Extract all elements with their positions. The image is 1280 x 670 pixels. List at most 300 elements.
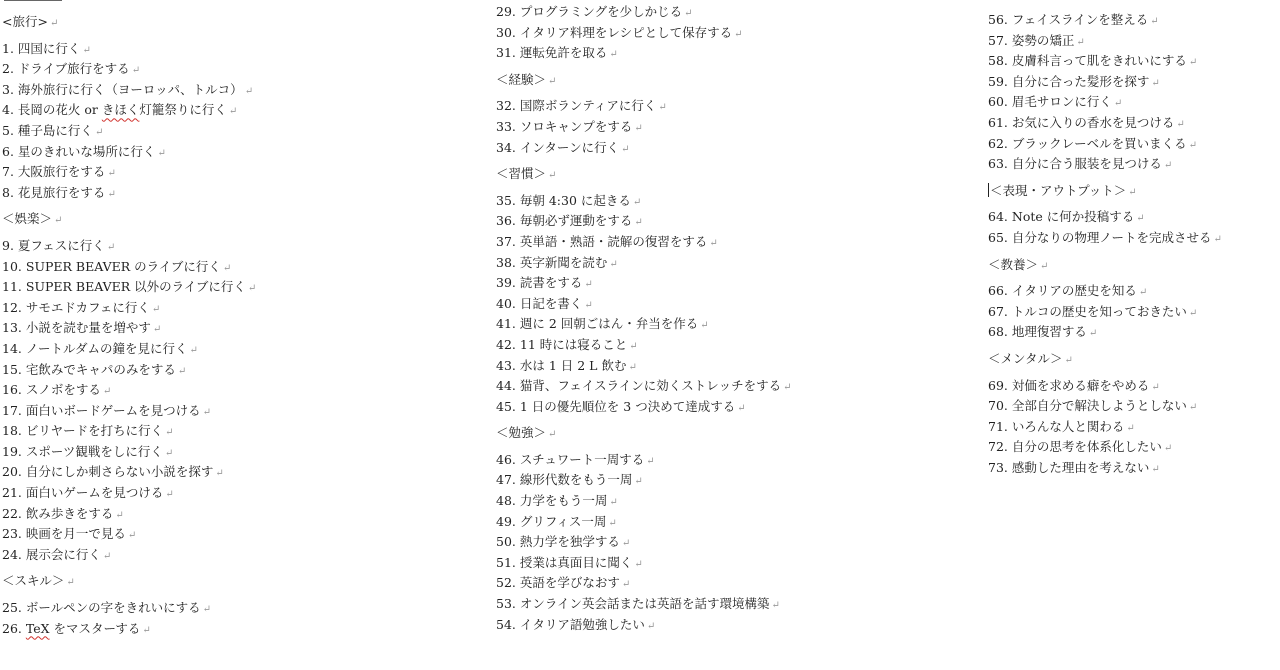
paragraph-mark: ↵	[609, 497, 618, 509]
item-text: TeX をマスターする	[25, 620, 141, 636]
section-heading-fun: ＜娯楽＞ ↵	[2, 211, 63, 227]
paragraph-mark: ↵	[609, 258, 618, 270]
paragraph-mark: ↵	[634, 217, 643, 229]
paragraph-mark: ↵	[646, 455, 655, 467]
list-item	[2, 619, 442, 640]
paragraph-mark: ↵	[632, 196, 642, 208]
item-number: 49.	[496, 513, 516, 529]
item-text: 海外旅行に行く（ヨーロッパ、トルコ）	[17, 81, 243, 97]
item-text: 線形代数をもう一周	[519, 472, 633, 488]
list-item	[988, 113, 1278, 134]
paragraph-mark: ↵	[621, 538, 631, 550]
list-fun	[2, 236, 442, 566]
paragraph-mark: ↵	[1188, 57, 1198, 69]
list-experience	[496, 96, 966, 158]
list-item	[496, 491, 966, 512]
list-item	[496, 573, 966, 594]
paragraph-mark: ↵	[609, 49, 618, 61]
list-item	[2, 318, 442, 339]
item-number: 71.	[988, 418, 1008, 434]
item-text: 1 日の優先順位を 3 つ決めて達成する	[519, 398, 736, 414]
item-number: 69.	[988, 377, 1008, 393]
list-beauty	[988, 10, 1278, 175]
paragraph-mark: ↵	[247, 283, 257, 295]
top-rule	[4, 0, 62, 1]
list-item	[496, 356, 966, 377]
item-number: 34.	[496, 139, 516, 155]
list-item	[988, 228, 1278, 249]
item-text: ノートルダムの鐘を見に行く	[25, 340, 188, 356]
section-heading-skill: ＜スキル＞ ↵	[2, 573, 75, 589]
item-text: 対価を求める癖をやめる	[1011, 377, 1150, 393]
item-text: 大阪旅行をする	[17, 164, 106, 180]
item-number: 16.	[2, 382, 22, 398]
list-item	[2, 339, 442, 360]
paragraph-mark: ↵	[222, 262, 232, 274]
list-item	[2, 380, 442, 401]
list-item	[2, 59, 442, 80]
item-number: 30.	[496, 24, 516, 40]
item-text: トルコの歴史を知っておきたい	[1011, 303, 1187, 319]
item-text: イタリア料理をレシピとして保存する	[519, 24, 733, 40]
paragraph-mark: ↵	[1188, 402, 1198, 414]
paragraph-mark: ↵	[1136, 213, 1145, 225]
list-item	[988, 281, 1278, 302]
spellcheck-underline: きほく	[101, 102, 140, 118]
list-item	[496, 532, 966, 553]
item-text: 小説を読む量を増やす	[25, 320, 151, 336]
item-number: 58.	[988, 53, 1008, 69]
item-text: SUPER BEAVER のライブに行く	[25, 258, 221, 274]
item-number: 18.	[2, 423, 22, 439]
list-item	[988, 10, 1278, 31]
column-2	[496, 2, 966, 635]
item-text: スノボをする	[25, 382, 101, 398]
item-number: 21.	[2, 485, 22, 501]
column-1	[2, 12, 442, 639]
list-item	[2, 598, 442, 619]
paragraph-mark: ↵	[177, 365, 187, 377]
list-item	[496, 594, 966, 615]
paragraph-mark: ↵	[1188, 139, 1198, 151]
item-text: 星のきれいな場所に行く	[17, 143, 156, 159]
list-item	[988, 31, 1278, 52]
paragraph-mark: ↵	[82, 44, 91, 56]
list-item	[496, 96, 966, 117]
paragraph-mark: ↵	[244, 85, 254, 97]
item-number: 32.	[496, 98, 516, 114]
item-number: 35.	[496, 192, 516, 208]
item-number: 73.	[988, 459, 1008, 475]
item-text: 全部自分で解決しようとしない	[1011, 398, 1187, 414]
paragraph-mark: ↵	[164, 447, 174, 459]
paragraph-mark: ↵	[1151, 463, 1160, 475]
list-item	[988, 72, 1278, 93]
item-number: 63.	[988, 156, 1008, 172]
item-number: 61.	[988, 114, 1008, 130]
item-number: 33.	[496, 118, 516, 134]
item-text: 水は 1 日 2 L 飲む	[519, 357, 627, 373]
section-heading-mental: ＜メンタル＞ ↵	[988, 350, 1073, 366]
paragraph-mark: ↵	[127, 530, 137, 542]
paragraph-mark: ↵	[157, 147, 166, 159]
item-text: スチュワート一周する	[519, 451, 645, 467]
item-text: 展示会に行く	[25, 546, 101, 562]
list-item	[988, 207, 1278, 228]
list-item	[496, 23, 966, 44]
item-number: 37.	[496, 233, 516, 249]
list-item	[496, 450, 966, 471]
list-skill	[2, 598, 442, 639]
item-text: ブラックレーベルを買いまくる	[1011, 135, 1187, 151]
item-number: 22.	[2, 505, 22, 521]
paragraph-mark: ↵	[634, 476, 643, 488]
list-item	[988, 437, 1278, 458]
item-number: 45.	[496, 398, 516, 414]
item-number: 60.	[988, 94, 1008, 110]
list-item	[2, 483, 442, 504]
paragraph-mark: ↵	[202, 406, 212, 418]
paragraph-mark: ↵	[215, 468, 224, 480]
item-text: 種子島に行く	[17, 122, 93, 138]
item-text: 宅飲みでキャパのみをする	[25, 361, 176, 377]
item-number: 11.	[2, 279, 22, 295]
item-text: オンライン英会話または英語を話す環境構築	[519, 596, 770, 612]
item-number: 62.	[988, 135, 1008, 151]
item-text: ボールペンの字をきれいにする	[25, 600, 201, 616]
paragraph-mark: ↵	[165, 427, 174, 439]
paragraph-mark: ↵	[1188, 307, 1198, 319]
item-number: 23.	[2, 526, 22, 542]
item-text: 自分に合う服装を見つける	[1011, 156, 1162, 172]
list-travel	[2, 39, 442, 204]
list-item	[988, 322, 1278, 343]
item-number: 72.	[988, 439, 1008, 455]
list-culture	[988, 281, 1278, 343]
item-text: イタリア語勉強したい	[519, 616, 645, 632]
item-text: いろんな人と関わる	[1011, 418, 1125, 434]
list-output	[988, 207, 1278, 248]
item-text: スポーツ観戦をしに行く	[25, 443, 163, 459]
item-number: 29.	[496, 4, 516, 19]
paragraph-mark: ↵	[94, 126, 104, 138]
list-item	[496, 138, 966, 159]
item-number: 2.	[2, 61, 14, 77]
item-text: インターンに行く	[519, 139, 620, 155]
item-text: 11 時には寝ること	[519, 336, 628, 352]
list-item	[496, 253, 966, 274]
list-skill-continued	[496, 2, 966, 64]
item-number: 36.	[496, 213, 516, 229]
paragraph-mark: ↵	[1088, 328, 1098, 340]
item-text: 読書をする	[519, 275, 583, 291]
item-number: 57.	[988, 32, 1008, 48]
item-number: 50.	[496, 534, 516, 550]
section-heading-study: ＜勉強＞ ↵	[496, 425, 557, 441]
list-item	[496, 191, 966, 212]
list-item	[496, 314, 966, 335]
list-item	[2, 257, 442, 278]
paragraph-mark: ↵	[202, 604, 212, 616]
list-study	[496, 450, 966, 635]
list-item	[496, 117, 966, 138]
paragraph-mark: ↵	[783, 382, 792, 394]
paragraph-mark: ↵	[737, 402, 746, 414]
item-number: 6.	[2, 143, 14, 159]
item-number: 12.	[2, 299, 22, 315]
section-heading-output: ＜表現・アウトプット＞ ↵	[990, 182, 1137, 198]
item-number: 13.	[2, 320, 22, 336]
item-text: 自分なりの物理ノートを完成させる	[1011, 229, 1212, 245]
item-number: 68.	[988, 324, 1008, 340]
list-item	[2, 100, 442, 121]
item-number: 52.	[496, 575, 516, 591]
item-text: ドライブ旅行をする	[17, 61, 130, 77]
paragraph-mark: ↵	[1163, 160, 1173, 172]
item-text: 自分にしか刺さらない小説を探す	[25, 464, 214, 480]
paragraph-mark: ↵	[189, 344, 198, 356]
item-number: 43.	[496, 357, 516, 373]
list-item	[2, 360, 442, 381]
paragraph-mark: ↵	[1151, 381, 1160, 393]
list-item	[2, 462, 442, 483]
list-item	[496, 2, 966, 23]
paragraph-mark: ↵	[584, 279, 593, 291]
list-item	[2, 236, 442, 257]
item-text: 映画を月一で見る	[25, 526, 126, 542]
item-number: 9.	[2, 237, 14, 253]
item-text: SUPER BEAVER 以外のライブに行く	[25, 279, 246, 295]
paragraph-mark: ↵	[684, 8, 693, 19]
list-item	[496, 376, 966, 397]
list-item	[496, 43, 966, 64]
paragraph-mark: ↵	[1151, 77, 1160, 89]
list-item	[988, 134, 1278, 155]
item-text: 飲み歩きをする	[25, 505, 114, 521]
item-text: 運転免許を取る	[519, 45, 608, 61]
list-item	[2, 121, 442, 142]
item-number: 56.	[988, 12, 1008, 27]
item-number: 66.	[988, 283, 1008, 299]
list-item	[2, 545, 442, 566]
item-number: 14.	[2, 340, 22, 356]
list-mental	[988, 376, 1278, 479]
paragraph-mark: ↵	[1176, 118, 1185, 130]
paragraph-mark: ↵	[646, 620, 656, 632]
item-text: 地理復習する	[1011, 324, 1087, 340]
item-number: 59.	[988, 73, 1008, 89]
item-text: 毎朝 4:30 に起きる	[519, 192, 631, 208]
item-text: お気に入りの香水を見つける	[1011, 114, 1175, 130]
item-text: 熱力学を独学する	[519, 534, 620, 550]
item-number: 46.	[496, 451, 516, 467]
item-number: 3.	[2, 81, 14, 97]
paragraph-mark: ↵	[1113, 98, 1123, 110]
item-text: 姿勢の矯正	[1011, 32, 1075, 48]
paragraph-mark: ↵	[1138, 287, 1148, 299]
list-item	[988, 396, 1278, 417]
item-text: 授業は真面目に聞く	[519, 554, 633, 570]
paragraph-mark: ↵	[629, 340, 638, 352]
paragraph-mark: ↵	[1163, 443, 1173, 455]
list-item	[496, 553, 966, 574]
item-number: 38.	[496, 254, 516, 270]
item-number: 65.	[988, 229, 1008, 245]
item-text: サモエドカフェに行く	[25, 299, 150, 315]
item-number: 47.	[496, 472, 516, 488]
paragraph-mark: ↵	[628, 361, 637, 373]
paragraph-mark: ↵	[102, 386, 112, 398]
paragraph-mark: ↵	[102, 550, 112, 562]
list-item	[496, 273, 966, 294]
item-number: 15.	[2, 361, 22, 377]
paragraph-mark: ↵	[115, 509, 124, 521]
item-number: 51.	[496, 554, 516, 570]
section-heading-culture: ＜教養＞ ↵	[988, 256, 1049, 272]
item-text: 国際ボランティアに行く	[519, 98, 657, 114]
item-number: 67.	[988, 303, 1008, 319]
paragraph-mark: ↵	[771, 600, 780, 612]
item-text: 力学をもう一周	[519, 493, 608, 509]
list-item	[496, 470, 966, 491]
paragraph-mark: ↵	[1126, 422, 1135, 434]
paragraph-mark: ↵	[1213, 233, 1222, 245]
paragraph-mark: ↵	[634, 122, 643, 134]
item-number: 64.	[988, 209, 1008, 225]
item-number: 7.	[2, 164, 14, 180]
item-text: 面白いゲームを見つける	[25, 485, 164, 501]
list-item	[496, 232, 966, 253]
paragraph-mark: ↵	[658, 102, 667, 114]
list-item	[2, 504, 442, 525]
list-item	[496, 512, 966, 533]
paragraph-mark: ↵	[734, 28, 743, 40]
list-item	[988, 458, 1278, 479]
item-text: 面白いボードゲームを見つける	[25, 402, 201, 418]
column-3	[988, 10, 1278, 478]
list-item	[988, 92, 1278, 113]
item-number: 39.	[496, 275, 516, 291]
list-item	[2, 524, 442, 545]
item-text: 英単語・熟語・読解の復習をする	[519, 233, 708, 249]
paragraph-mark: ↵	[106, 241, 116, 253]
paragraph-mark: ↵	[1076, 36, 1085, 48]
item-number: 10.	[2, 258, 22, 274]
list-item	[988, 302, 1278, 323]
item-text: イタリアの歴史を知る	[1011, 283, 1137, 299]
section-heading-travel: <旅行> ↵	[2, 14, 59, 29]
list-item	[496, 397, 966, 418]
item-number: 4.	[2, 102, 14, 118]
list-item	[2, 442, 442, 463]
list-item	[2, 162, 442, 183]
list-item	[496, 294, 966, 315]
list-item	[2, 39, 442, 60]
paragraph-mark: ↵	[151, 303, 161, 315]
paragraph-mark: ↵	[700, 320, 709, 332]
paragraph-mark: ↵	[608, 517, 617, 529]
list-item	[2, 401, 442, 422]
section-heading-experience: ＜経験＞ ↵	[496, 71, 557, 87]
item-text: フェイスラインを整える	[1011, 12, 1149, 27]
paragraph-mark: ↵	[107, 168, 116, 180]
item-number: 44.	[496, 378, 516, 394]
item-text: 眉毛サロンに行く	[1011, 94, 1112, 110]
item-number: 40.	[496, 295, 516, 311]
paragraph-mark: ↵	[142, 624, 151, 636]
item-text: 自分の思考を体系化したい	[1011, 439, 1162, 455]
list-item	[2, 183, 442, 204]
item-number: 54.	[496, 616, 516, 632]
text-cursor	[988, 183, 989, 197]
item-number: 5.	[2, 122, 14, 138]
paragraph-mark: ↵	[634, 558, 643, 570]
paragraph-mark: ↵	[228, 106, 238, 118]
item-text: グリフィス一周	[519, 513, 607, 529]
item-text: 皮膚科言って肌をきれいにする	[1011, 53, 1187, 69]
item-number: 1.	[2, 40, 14, 56]
list-item	[496, 335, 966, 356]
item-number: 41.	[496, 316, 516, 332]
paragraph-mark: ↵	[584, 299, 593, 311]
paragraph-mark: ↵	[621, 579, 631, 591]
list-item	[496, 615, 966, 636]
item-text: 花見旅行をする	[17, 184, 106, 200]
item-text: 週に 2 回朝ごはん・弁当を作る	[519, 316, 699, 332]
item-text: 英字新聞を読む	[519, 254, 608, 270]
item-text: プログラミングを少しかじる	[519, 4, 683, 19]
paragraph-mark: ↵	[709, 237, 718, 249]
item-number: 48.	[496, 493, 516, 509]
list-habit	[496, 191, 966, 418]
paragraph-mark: ↵	[107, 188, 116, 200]
item-number: 17.	[2, 402, 22, 418]
section-heading-habit: ＜習慣＞ ↵	[496, 166, 557, 182]
item-number: 20.	[2, 464, 22, 480]
item-number: 26.	[2, 620, 22, 636]
list-item	[2, 298, 442, 319]
item-number: 53.	[496, 596, 516, 612]
item-text: Note に何か投稿する	[1011, 209, 1135, 225]
item-text: 夏フェスに行く	[17, 237, 105, 253]
list-item	[988, 376, 1278, 397]
item-text: ビリヤードを打ちに行く	[25, 423, 164, 439]
item-number: 42.	[496, 336, 516, 352]
list-item	[988, 51, 1278, 72]
item-number: 19.	[2, 443, 22, 459]
item-text: 毎朝必ず運動をする	[519, 213, 633, 229]
item-text: 長岡の花火 or きほく灯籠祭りに行く	[17, 102, 227, 118]
list-item	[988, 417, 1278, 438]
paragraph-mark: ↵	[131, 65, 141, 77]
item-number: 8.	[2, 184, 14, 200]
item-text: 感動した理由を考えない	[1011, 459, 1150, 475]
item-text: 猫背、フェイスラインに効くストレッチをする	[519, 378, 782, 394]
item-text: 自分に合った髪形を探す	[1011, 73, 1150, 89]
paragraph-mark: ↵	[165, 489, 174, 501]
paragraph-mark: ↵	[621, 143, 630, 155]
spellcheck-underline: TeX	[25, 620, 50, 636]
item-number: 31.	[496, 45, 516, 61]
item-number: 70.	[988, 398, 1008, 414]
list-item	[988, 154, 1278, 175]
item-text: ソロキャンプをする	[519, 118, 633, 134]
list-item	[496, 211, 966, 232]
list-item	[2, 277, 442, 298]
item-text: 英語を学びなおす	[519, 575, 620, 591]
item-text: 日記を書く	[519, 295, 583, 311]
list-item	[2, 421, 442, 442]
